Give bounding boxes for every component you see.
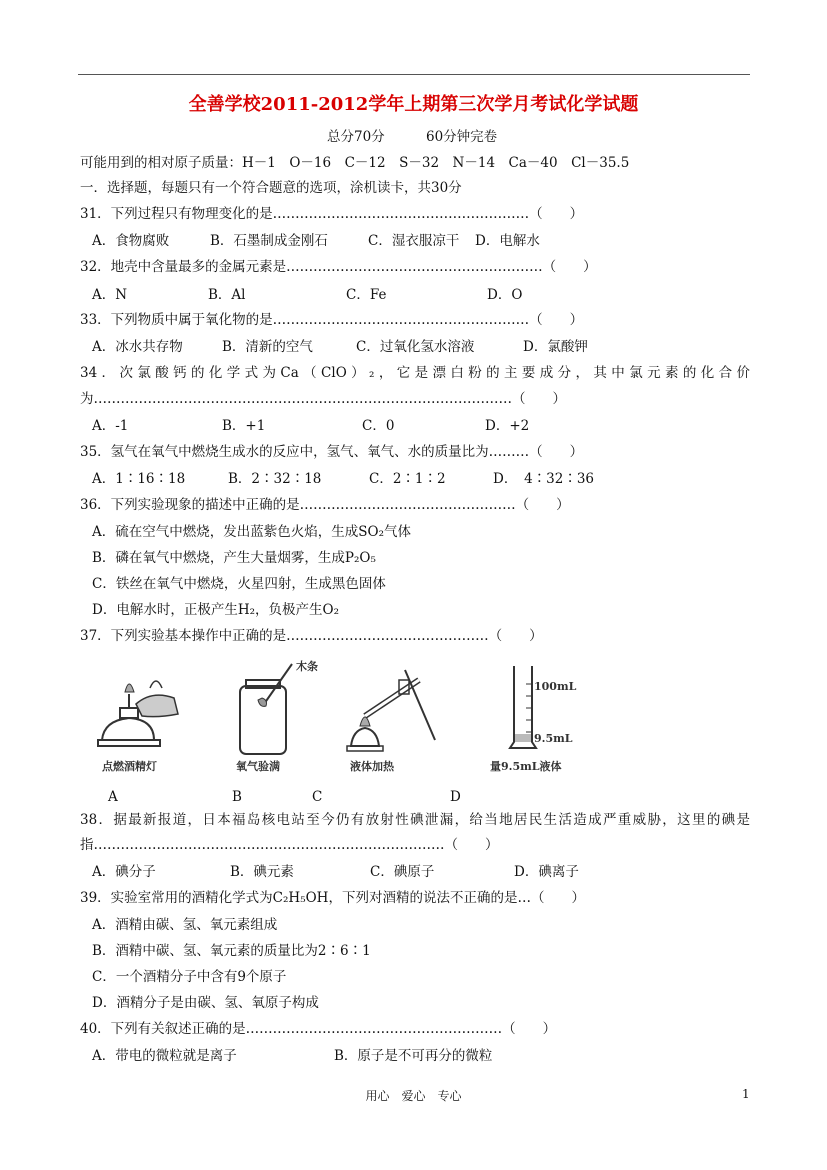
q34-option-c: C．0 xyxy=(362,418,395,434)
q36-stem: 36．下列实验现象的描述中正确的是…………………………………………（ ） xyxy=(80,497,570,513)
total-score: 总分70分 xyxy=(327,129,385,145)
q37-figure-a-label: 点燃酒精灯 xyxy=(102,760,157,773)
q33-option-a: A．冰水共存物 xyxy=(92,339,183,355)
q37-option-c: C xyxy=(312,789,323,805)
q34-option-d: D．+2 xyxy=(485,418,530,434)
q34-stem-line2: 为…………………………………………………………………………………（ ） xyxy=(80,391,566,407)
q39-option-d: D．酒精分子是由碳、氢、氧原子构成 xyxy=(92,995,319,1011)
q33-option-b: B．清新的空气 xyxy=(222,339,313,355)
q37-cylinder-top-label: 100mL xyxy=(534,680,577,693)
q39-stem: 39．实验室常用的酒精化学式为C₂H₅OH，下列对酒精的说法不正确的是…（ ） xyxy=(80,890,585,906)
q38-stem-line2: 指……………………………………………………………………（ ） xyxy=(80,837,499,853)
q40-stem: 40．下列有关叙述正确的是…………………………………………………（ ） xyxy=(80,1021,557,1037)
q35-option-b: B．2∶32∶18 xyxy=(228,471,322,487)
page-number: 1 xyxy=(742,1087,750,1101)
q37-figure-d-label: 量9.5mL液体 xyxy=(490,760,562,773)
q33-stem: 33．下列物质中属于氧化物的是…………………………………………………（ ） xyxy=(80,312,584,328)
q37-stick-label: 木条 xyxy=(296,660,318,673)
q37-stem: 37．下列实验基本操作中正确的是………………………………………（ ） xyxy=(80,628,543,644)
top-rule xyxy=(78,74,750,75)
q31-option-c: C．湿衣服凉干 xyxy=(368,233,460,249)
q34-option-b: B．+1 xyxy=(222,418,266,434)
q36-option-d: D．电解水时，正极产生H₂，负极产生O₂ xyxy=(92,602,339,618)
time-limit: 60分钟完卷 xyxy=(426,129,498,145)
q38-option-a: A．碘分子 xyxy=(92,864,156,880)
q33-option-d: D．氯酸钾 xyxy=(523,339,588,355)
q37-option-a: A xyxy=(108,789,118,805)
q32-option-b: B．Al xyxy=(208,287,246,303)
q36-option-b: B．磷在氧气中燃烧，产生大量烟雾，生成P₂O₅ xyxy=(92,550,376,566)
q33-option-c: C．过氧化氢水溶液 xyxy=(356,339,475,355)
section-heading: 一．选择题，每题只有一个符合题意的选项，涂机读卡，共30分 xyxy=(80,180,462,196)
q35-stem: 35．氢气在氧气中燃烧生成水的反应中，氢气、氧气、水的质量比为………（ ） xyxy=(80,444,584,460)
q34-stem-line1: 34．次氯酸钙的化学式为Ca（ClO）₂，它是漂白粉的主要成分，其中氯元素的化合价 xyxy=(80,365,750,381)
q37-cylinder-bottom-label: 9.5mL xyxy=(534,732,573,745)
q38-option-b: B．碘元素 xyxy=(230,864,294,880)
alcohol-lamp-figure xyxy=(92,662,192,762)
q38-option-d: D．碘离子 xyxy=(514,864,579,880)
q35-option-a: A．1∶16∶18 xyxy=(92,471,186,487)
q39-option-c: C．一个酒精分子中含有9个原子 xyxy=(92,969,287,985)
atomic-masses: 可能用到的相对原子质量：H－1 O－16 C－12 S－32 N－14 Ca－40 Cl－35.5 xyxy=(80,155,630,171)
q40-option-b: B．原子是不可再分的微粒 xyxy=(334,1048,493,1064)
q36-option-a: A．硫在空气中燃烧，发出蓝紫色火焰，生成SO₂气体 xyxy=(92,524,411,540)
q32-stem: 32．地壳中含量最多的金属元素是…………………………………………………（ ） xyxy=(80,259,597,275)
page-title: 全善学校2011-2012学年上期第三次学月考试化学试题 xyxy=(188,94,639,115)
q32-option-d: D．O xyxy=(487,287,523,303)
q39-option-a: A．酒精由碳、氢、氧元素组成 xyxy=(92,917,278,933)
q36-option-c: C．铁丝在氧气中燃烧，火星四射，生成黑色固体 xyxy=(92,576,386,592)
q35-option-d: D． 4∶32∶36 xyxy=(493,471,595,487)
q37-option-b: B xyxy=(232,789,242,805)
liquid-heating-figure xyxy=(335,660,445,760)
footer-text: 用心 爱心 专心 xyxy=(365,1089,462,1103)
q32-option-a: A．N xyxy=(92,287,128,303)
q31-option-d: D．电解水 xyxy=(475,233,540,249)
q40-option-a: A．带电的微粒就是离子 xyxy=(92,1048,237,1064)
q37-figure-b-label: 氧气验满 xyxy=(236,760,280,773)
q37-option-d: D xyxy=(450,789,461,805)
q34-option-a: A．-1 xyxy=(92,418,129,434)
q31-option-b: B．石墨制成金刚石 xyxy=(210,233,328,249)
q35-option-c: C．2∶1∶2 xyxy=(369,471,446,487)
q37-figure-c-label: 液体加热 xyxy=(350,760,394,773)
q31-stem: 31．下列过程只有物理变化的是…………………………………………………（ ） xyxy=(80,206,584,222)
q39-option-b: B．酒精中碳、氢、氧元素的质量比为2∶6∶1 xyxy=(92,943,371,959)
q38-stem-line1: 38．据最新报道，日本福岛核电站至今仍有放射性碘泄漏，给当地居民生活造成严重威胁，这里的碘是 xyxy=(80,812,750,828)
q31-option-a: A．食物腐败 xyxy=(92,233,170,249)
q32-option-c: C．Fe xyxy=(346,287,387,303)
oxygen-check-figure xyxy=(230,660,340,760)
q38-option-c: C．碘原子 xyxy=(370,864,435,880)
